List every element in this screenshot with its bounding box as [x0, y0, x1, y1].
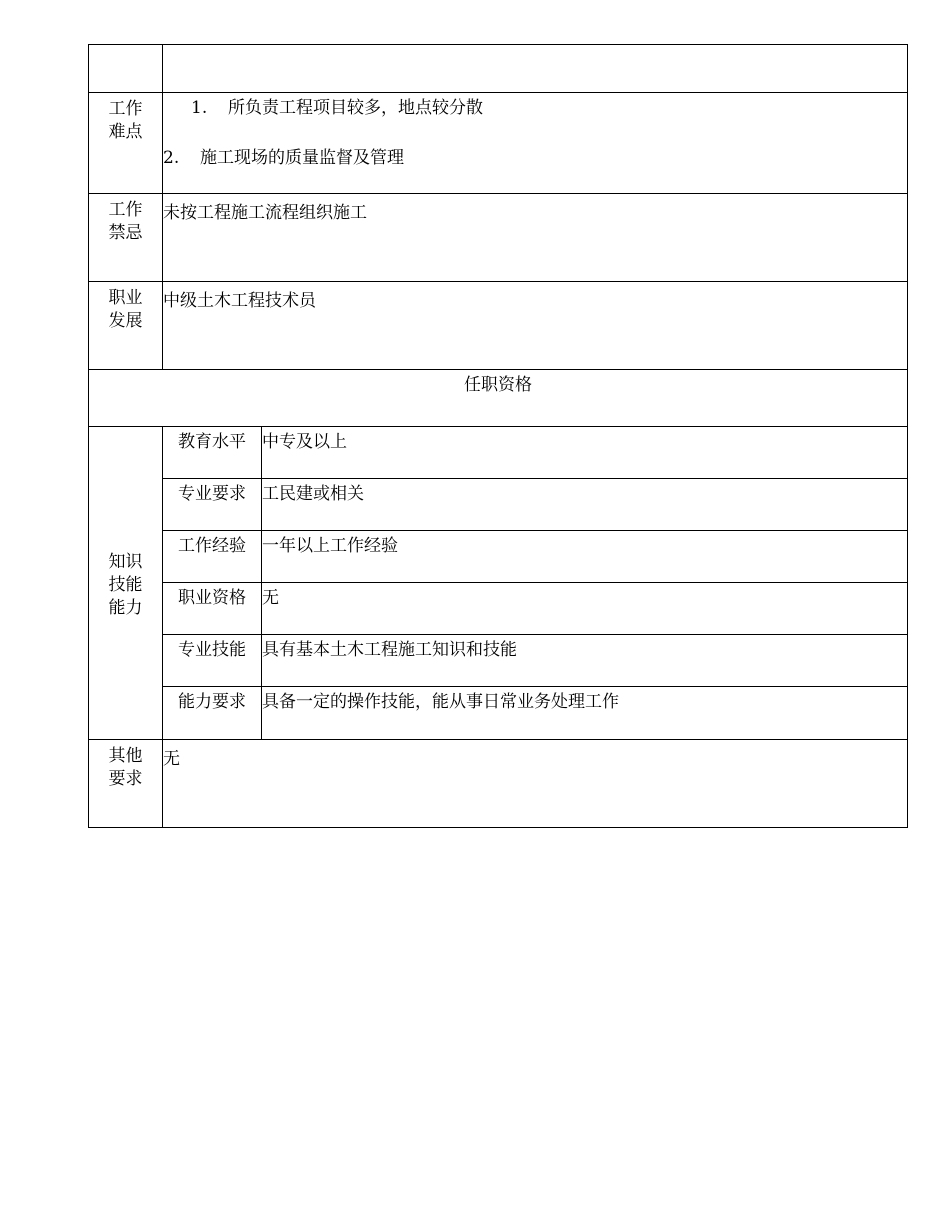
skill-row [89, 427, 908, 479]
skills-label-line1: 知识 [108, 552, 143, 573]
career-label-line1: 职业 [108, 288, 143, 308]
career-value: 中级土木工程技术员 [163, 282, 908, 370]
skill-label: 能力要求 [163, 687, 262, 740]
skill-value: 一年以上工作经验 [262, 531, 908, 583]
skill-value: 中专及以上 [262, 427, 908, 479]
empty-label-cell [89, 45, 163, 93]
skill-value: 具有基本土木工程施工知识和技能 [262, 635, 908, 687]
career-label-line2: 发展 [108, 310, 143, 331]
other-row [89, 740, 908, 828]
difficulty-label-line1: 工作 [108, 99, 143, 119]
skill-label: 专业要求 [163, 479, 262, 531]
difficulty-item-text: 所负责工程项目较多，地点较分散 [228, 98, 483, 118]
skill-row [89, 479, 908, 531]
difficulty-item-number: 1. [191, 98, 208, 118]
difficulty-value [163, 93, 908, 194]
career-label [89, 282, 163, 370]
qualifications-title: 任职资格 [89, 370, 908, 427]
career-row [89, 282, 908, 370]
empty-top-row [89, 45, 908, 93]
taboo-label-line2: 禁忌 [108, 222, 143, 243]
skill-label: 职业资格 [163, 583, 262, 635]
skill-row [89, 635, 908, 687]
other-label [89, 740, 163, 828]
skill-label: 专业技能 [163, 635, 262, 687]
skill-label: 工作经验 [163, 531, 262, 583]
skill-row [89, 687, 908, 740]
other-label-line2: 要求 [108, 768, 143, 789]
other-label-line1: 其他 [108, 746, 143, 766]
other-value: 无 [163, 740, 908, 828]
skill-label: 教育水平 [163, 427, 262, 479]
job-description-table [88, 44, 908, 828]
skill-value: 无 [262, 583, 908, 635]
difficulty-item [163, 97, 907, 119]
qualifications-title-row [89, 370, 908, 427]
skill-row [89, 531, 908, 583]
skill-value: 具备一定的操作技能，能从事日常业务处理工作 [262, 687, 908, 740]
difficulty-item [163, 147, 907, 169]
skill-value: 工民建或相关 [262, 479, 908, 531]
taboo-label [89, 194, 163, 282]
difficulty-row [89, 93, 908, 194]
difficulty-label-line2: 难点 [108, 121, 143, 142]
difficulty-label [89, 93, 163, 194]
taboo-row [89, 194, 908, 282]
difficulty-item-text: 施工现场的质量监督及管理 [200, 148, 404, 168]
skills-label-line3: 能力 [108, 597, 143, 618]
skill-row [89, 583, 908, 635]
taboo-label-line1: 工作 [108, 200, 143, 220]
taboo-value: 未按工程施工流程组织施工 [163, 194, 908, 282]
empty-value-cell [163, 45, 908, 93]
skills-label-line2: 技能 [108, 575, 143, 596]
difficulty-item-number: 2. [163, 148, 180, 168]
skills-label [89, 427, 163, 740]
